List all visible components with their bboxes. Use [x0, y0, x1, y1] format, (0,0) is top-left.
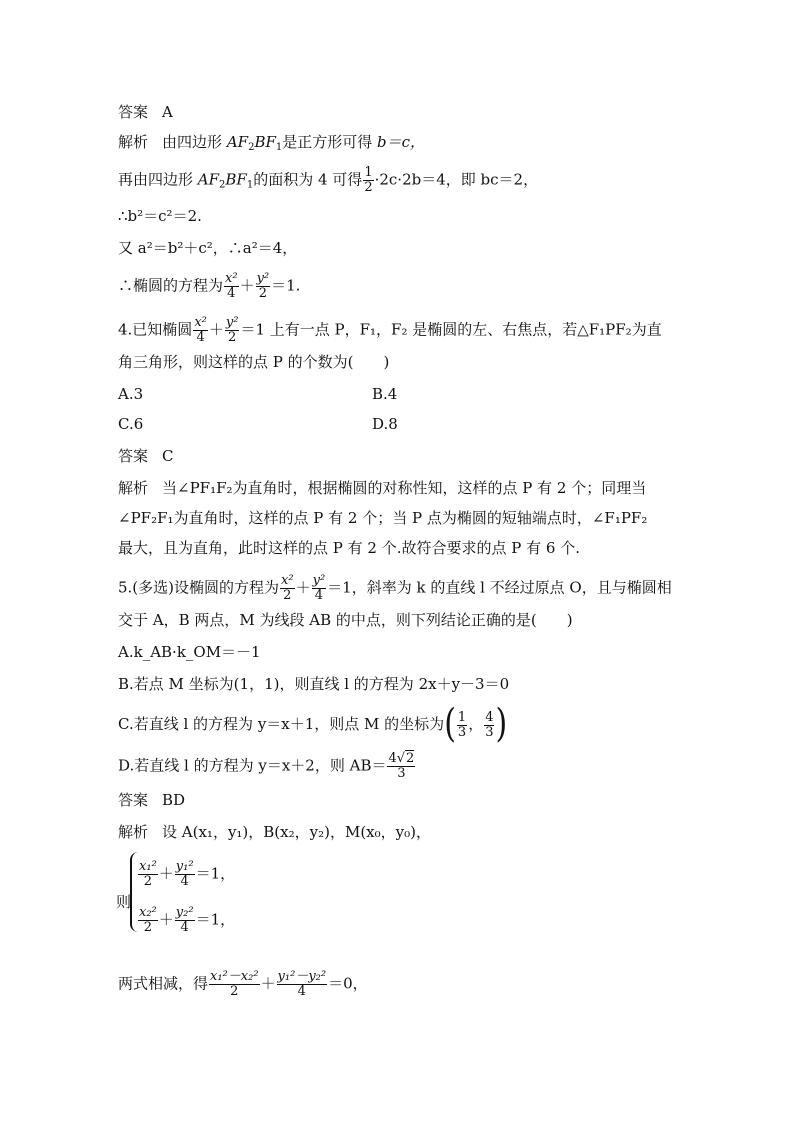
fraction	[225, 316, 240, 345]
analysis-label: 解析	[118, 133, 149, 151]
q4-stem-line2: 角三角形，则这样的点 P 的个数为( )	[118, 353, 390, 371]
fraction	[363, 166, 373, 195]
analysis-text: 再由四边形	[118, 170, 198, 189]
fraction	[224, 272, 239, 301]
equation: ＝1，	[195, 864, 236, 883]
right-paren: )	[495, 701, 508, 748]
denominator: 4	[180, 920, 189, 935]
system-eq2: $\frac{\text{x₂²}}{2}$ ＋ $\frac{\text{y₂²}}{4}$ ＝1，	[139, 905, 236, 935]
fraction	[277, 970, 328, 999]
shape-part: AF	[197, 170, 220, 189]
q5-option-b: B.若点 M 坐标为(1，1)，则直线 l 的方程为 2x＋y－3＝0	[118, 675, 510, 693]
fraction	[312, 574, 327, 603]
denominator: 2	[228, 330, 237, 345]
option-text: C.若直线 l 的方程为 y＝x＋1，则点 M 的坐标为	[118, 715, 445, 733]
fraction	[138, 860, 158, 889]
q4-analysis-line2: ∠PF₂F₁为直角时，这样的点 P 有 2 个；当 P 点为椭圆的短轴端点时，∠F₁PF₂	[118, 509, 648, 527]
numerator: x₁²－x₂²	[210, 969, 259, 984]
denominator: 4	[314, 588, 324, 603]
q5-option-c	[118, 701, 508, 748]
numerator: x²	[225, 271, 238, 286]
answer-label: 答案	[118, 447, 149, 465]
denominator: 2	[230, 984, 239, 999]
denominator: 2	[258, 286, 267, 301]
numerator: y²	[312, 573, 326, 588]
subscript: 1	[246, 179, 254, 191]
fraction	[193, 316, 208, 345]
q3-analysis-line3: ∴b²＝c²＝2.	[118, 207, 202, 225]
answer-value: A	[162, 103, 173, 121]
q5-stem-line1: 5.(多选)设椭圆的方程为 $\frac{\text{x²}}{2}$ ＋ $\frac{\text{y²}}{4}$ ＝1，斜率为 k 的直线 l 不经过原点 O，且与椭圆相	[118, 573, 672, 603]
analysis-label: 解析	[118, 479, 149, 497]
fraction	[457, 711, 467, 740]
equation: ＝1，	[195, 910, 236, 929]
numerator: x₂²	[139, 905, 157, 920]
q5-answer-line	[118, 790, 185, 810]
numerator: y₂²	[175, 905, 194, 920]
q4-stem-line1: 4.已知椭圆 $\frac{\text{x²}}{4}$ ＋ $\frac{\text{y²}}{2}$ ＝1 上有一点 P，F₁，F₂ 是椭圆的左、右焦点，若△F₁PF₂为直	[118, 315, 662, 345]
analysis-text: 是正方形可得	[282, 133, 378, 151]
shape-part: BF	[254, 133, 276, 151]
analysis-text: 的面积为 4 可得	[253, 170, 363, 189]
denominator: 4	[196, 330, 205, 345]
answer-value: BD	[162, 791, 186, 809]
analysis-label: 解析	[118, 823, 149, 841]
question-text: ＝1，斜率为 k 的直线 l 不经过原点 O，且与椭圆相	[327, 578, 672, 597]
question-text: 4.已知椭圆	[118, 320, 193, 339]
denominator: 4	[297, 984, 306, 999]
question-text: ＝1 上有一点 P，F₁，F₂ 是椭圆的左、右焦点，若△F₁PF₂为直	[240, 320, 662, 339]
q3-analysis-line1	[118, 132, 425, 158]
q4-option-b: B.4	[372, 385, 398, 403]
fraction	[138, 906, 158, 935]
q5-subtract-line: 两式相减，得 $\frac{\text{x₁²－x₂²}}{2}$ ＋ $\frac{\text{y₁²－y₂²}}{4}$ ＝0，	[118, 969, 368, 999]
answer-label: 答案	[118, 103, 149, 121]
denominator: 3	[457, 724, 467, 740]
option-text: D.若直线 l 的方程为 y＝x＋2，则 AB＝	[118, 756, 387, 775]
q5-stem-line2: 交于 A，B 两点，M 为线段 AB 的中点，则下列结论正确的是( )	[118, 611, 573, 629]
answer-value: C	[162, 447, 174, 465]
equation: b＝c，	[377, 133, 426, 151]
numerator: y²	[225, 315, 239, 330]
fraction	[387, 752, 415, 781]
denominator: 4	[227, 286, 236, 301]
numerator: 1	[364, 165, 373, 180]
q4-option-c: C.6	[118, 415, 144, 433]
analysis-text: 两式相减，得	[118, 974, 209, 993]
fraction	[484, 711, 494, 740]
denominator: 2	[143, 920, 153, 935]
q4-analysis-line1	[118, 478, 646, 498]
q5-analysis-line1	[118, 822, 431, 842]
q5-option-d	[118, 752, 416, 781]
shape-part: AF	[226, 133, 249, 151]
denominator: 2	[283, 588, 292, 603]
analysis-text: 当∠PF₁F₂为直角时，根据椭圆的对称性知，这样的点 P 有 2 个；同理当	[162, 479, 647, 497]
q4-analysis-line3: 最大，且为直角，此时这样的点 P 有 2 个.故符合要求的点 P 有 6 个.	[118, 539, 580, 557]
fraction	[256, 272, 271, 301]
q4-option-a: A.3	[118, 385, 144, 403]
numerator: x²	[194, 315, 207, 330]
q3-answer-line	[118, 102, 173, 122]
then-label: 则	[116, 893, 132, 911]
equation: ＝0，	[328, 974, 368, 993]
q3-analysis-line2	[118, 166, 538, 196]
numerator: y₁²	[175, 859, 194, 874]
numerator: 1	[457, 709, 467, 725]
denominator: 4	[180, 874, 189, 889]
numerator: 4	[485, 709, 494, 725]
fraction	[175, 860, 195, 889]
system-eq1: $\frac{\text{x₁²}}{2}$ ＋ $\frac{\text{y₁²}}{4}$ ＝1，	[139, 859, 236, 889]
numerator: x₁²	[139, 859, 157, 874]
question-text: 5.(多选)设椭圆的方程为	[118, 578, 280, 597]
numerator: y²	[256, 271, 270, 286]
subscript: 2	[219, 179, 226, 191]
q5-option-a: A.k_AB·k_OM＝－1	[118, 643, 261, 661]
denominator: 3	[397, 766, 406, 781]
left-paren: (	[444, 701, 456, 748]
denominator: 3	[485, 724, 494, 740]
coefficient: 4	[388, 751, 397, 766]
q3-analysis-line4: 又 a²＝b²＋c²，∴a²＝4，	[118, 239, 298, 257]
q3-analysis-line5: ∴椭圆的方程为 $\frac{\text{x²}}{4}$ ＋ $\frac{\text{y²}}{2}$ ＝1.	[118, 271, 301, 301]
fraction	[209, 970, 260, 999]
shape-part: BF	[225, 170, 247, 189]
analysis-text: ∴椭圆的方程为	[118, 276, 224, 295]
analysis-text: 设 A(x₁，y₁)，B(x₂，y₂)，M(x₀，y₀)，	[162, 823, 431, 841]
denominator: 2	[364, 180, 373, 195]
radicand: 2	[406, 751, 415, 766]
denominator: 2	[143, 874, 153, 889]
q4-answer-line	[118, 446, 174, 466]
numerator: y₁²－y₂²	[277, 969, 327, 984]
fraction	[280, 574, 295, 603]
fraction	[175, 906, 195, 935]
analysis-text: 由四边形	[162, 133, 223, 151]
numerator: x²	[281, 573, 294, 588]
q4-option-d: D.8	[372, 415, 398, 433]
equation: ＝1.	[271, 276, 301, 295]
subscript: 1	[275, 142, 283, 153]
numerator: 4√2	[388, 751, 415, 766]
equation: ·2c·2b＝4，即 bc＝2，	[374, 170, 539, 189]
subscript: 2	[248, 142, 255, 153]
separator: ，	[468, 715, 484, 733]
answer-label: 答案	[118, 791, 149, 809]
